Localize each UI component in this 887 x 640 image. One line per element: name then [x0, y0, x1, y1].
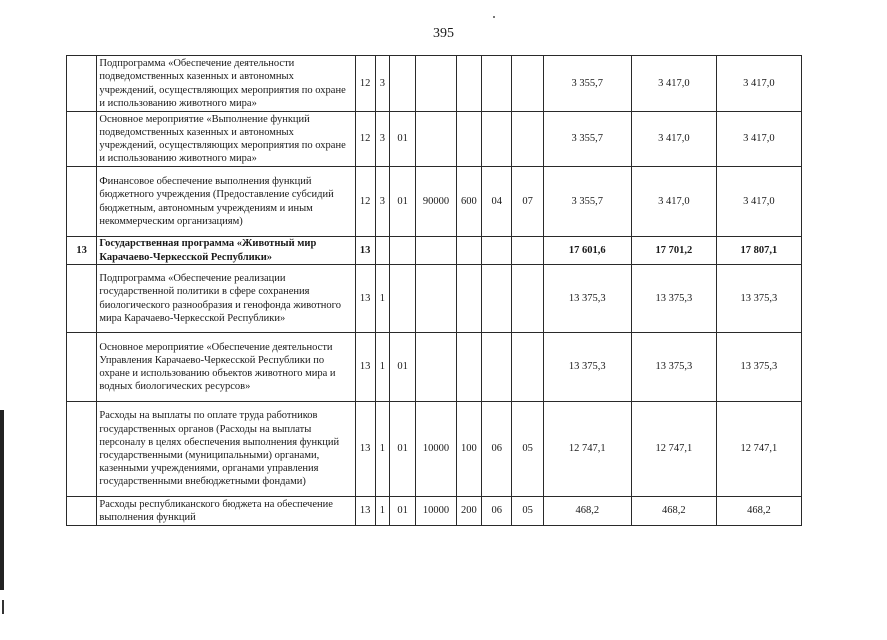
code-dir — [416, 112, 456, 167]
row-name: Основное мероприятие «Выполнение функций подведомственных казенных и автономных учреждений, осуществляющих мероприятия по охране и использованию животного мира» — [97, 112, 355, 167]
code-sub: 3 — [375, 56, 389, 112]
value-year-2: 13 375,3 — [631, 333, 716, 402]
code-vr — [456, 265, 481, 333]
row-name: Основное мероприятие «Обеспечение деятельности Управления Карачаево-Черкесской Республики по охране и использованию объектов животного мира и водных биологических ресурсов» — [97, 333, 355, 402]
scan-speck — [493, 16, 495, 18]
value-year-2: 3 417,0 — [631, 167, 716, 237]
code-main — [389, 56, 415, 112]
code-vr — [456, 112, 481, 167]
code-main: 01 — [389, 167, 415, 237]
value-year-3: 13 375,3 — [716, 265, 801, 333]
code-pr: 07 — [512, 167, 543, 237]
row-name: Расходы на выплаты по оплате труда работников государственных органов (Расходы на выплаты персоналу в целях обеспечения выполнения функций государственными (муниципальными) органами, казенными учреждениями, органами управления государственными внебюджетными фондами) — [97, 402, 355, 497]
code-rz — [482, 237, 512, 265]
value-year-3: 3 417,0 — [716, 167, 801, 237]
code-dir: 90000 — [416, 167, 456, 237]
code-gp: 13 — [355, 265, 375, 333]
code-vr: 100 — [456, 402, 481, 497]
code-main: 01 — [389, 402, 415, 497]
code-gp: 13 — [355, 237, 375, 265]
row-name: Подпрограмма «Обеспечение реализации государственной политики в сфере сохранения биологического разнообразия и генофонда животного мира Карачаево-Черкесской Республики» — [97, 265, 355, 333]
code-pr — [512, 112, 543, 167]
code-main: 01 — [389, 497, 415, 526]
table-row — [67, 497, 802, 526]
code-vr — [456, 237, 481, 265]
value-year-1: 12 747,1 — [543, 402, 631, 497]
row-number — [67, 56, 97, 112]
code-vr — [456, 333, 481, 402]
code-main: 01 — [389, 112, 415, 167]
row-number — [67, 167, 97, 237]
code-rz: 06 — [482, 497, 512, 526]
code-main — [389, 237, 415, 265]
row-number — [67, 402, 97, 497]
table-row — [67, 112, 802, 167]
value-year-3: 12 747,1 — [716, 402, 801, 497]
value-year-2: 3 417,0 — [631, 56, 716, 112]
scan-binding-mark — [2, 600, 4, 614]
code-pr: 05 — [512, 497, 543, 526]
code-vr: 600 — [456, 167, 481, 237]
value-year-3: 468,2 — [716, 497, 801, 526]
value-year-1: 468,2 — [543, 497, 631, 526]
value-year-2: 13 375,3 — [631, 265, 716, 333]
table-row — [67, 265, 802, 333]
value-year-2: 468,2 — [631, 497, 716, 526]
row-number — [67, 112, 97, 167]
code-rz: 06 — [482, 402, 512, 497]
row-number: 13 — [67, 237, 97, 265]
code-pr — [512, 237, 543, 265]
value-year-2: 3 417,0 — [631, 112, 716, 167]
code-rz — [482, 112, 512, 167]
budget-table — [66, 55, 802, 526]
row-name: Государственная программа «Животный мир Карачаево-Черкесской Республики» — [97, 237, 355, 265]
table-row — [67, 56, 802, 112]
code-dir — [416, 56, 456, 112]
value-year-1: 13 375,3 — [543, 265, 631, 333]
code-sub: 1 — [375, 497, 389, 526]
code-rz — [482, 333, 512, 402]
table-row — [67, 333, 802, 402]
page-number: 395 — [433, 26, 454, 41]
code-gp: 13 — [355, 333, 375, 402]
code-rz: 04 — [482, 167, 512, 237]
code-vr — [456, 56, 481, 112]
value-year-1: 3 355,7 — [543, 56, 631, 112]
value-year-1: 3 355,7 — [543, 112, 631, 167]
code-gp: 13 — [355, 402, 375, 497]
row-number — [67, 497, 97, 526]
value-year-3: 3 417,0 — [716, 56, 801, 112]
code-dir: 10000 — [416, 402, 456, 497]
value-year-3: 13 375,3 — [716, 333, 801, 402]
row-name: Подпрограмма «Обеспечение деятельности подведомственных казенных и автономных учреждений, осуществляющих мероприятия по охране и использованию животного мира» — [97, 56, 355, 112]
code-gp: 13 — [355, 497, 375, 526]
row-name: Расходы республиканского бюджета на обеспечение выполнения функций — [97, 497, 355, 526]
code-gp: 12 — [355, 167, 375, 237]
code-sub: 3 — [375, 112, 389, 167]
code-sub: 1 — [375, 402, 389, 497]
value-year-1: 17 601,6 — [543, 237, 631, 265]
code-sub: 1 — [375, 265, 389, 333]
row-number — [67, 333, 97, 402]
code-pr — [512, 56, 543, 112]
code-sub — [375, 237, 389, 265]
value-year-2: 12 747,1 — [631, 402, 716, 497]
code-gp: 12 — [355, 56, 375, 112]
table-row — [67, 402, 802, 497]
code-pr — [512, 265, 543, 333]
value-year-1: 13 375,3 — [543, 333, 631, 402]
row-name: Финансовое обеспечение выполнения функций бюджетного учреждения (Предоставление субсидий бюджетным, автономным учреждениям и иным некоммерческим организациям) — [97, 167, 355, 237]
code-dir: 10000 — [416, 497, 456, 526]
code-pr: 05 — [512, 402, 543, 497]
code-vr: 200 — [456, 497, 481, 526]
code-rz — [482, 265, 512, 333]
code-sub: 1 — [375, 333, 389, 402]
value-year-3: 17 807,1 — [716, 237, 801, 265]
scan-binding-edge — [0, 410, 4, 590]
code-sub: 3 — [375, 167, 389, 237]
code-main: 01 — [389, 333, 415, 402]
table-row — [67, 237, 802, 265]
code-gp: 12 — [355, 112, 375, 167]
value-year-1: 3 355,7 — [543, 167, 631, 237]
code-rz — [482, 56, 512, 112]
table-row — [67, 167, 802, 237]
value-year-3: 3 417,0 — [716, 112, 801, 167]
code-dir — [416, 237, 456, 265]
code-dir — [416, 265, 456, 333]
code-dir — [416, 333, 456, 402]
code-main — [389, 265, 415, 333]
value-year-2: 17 701,2 — [631, 237, 716, 265]
code-pr — [512, 333, 543, 402]
row-number — [67, 265, 97, 333]
